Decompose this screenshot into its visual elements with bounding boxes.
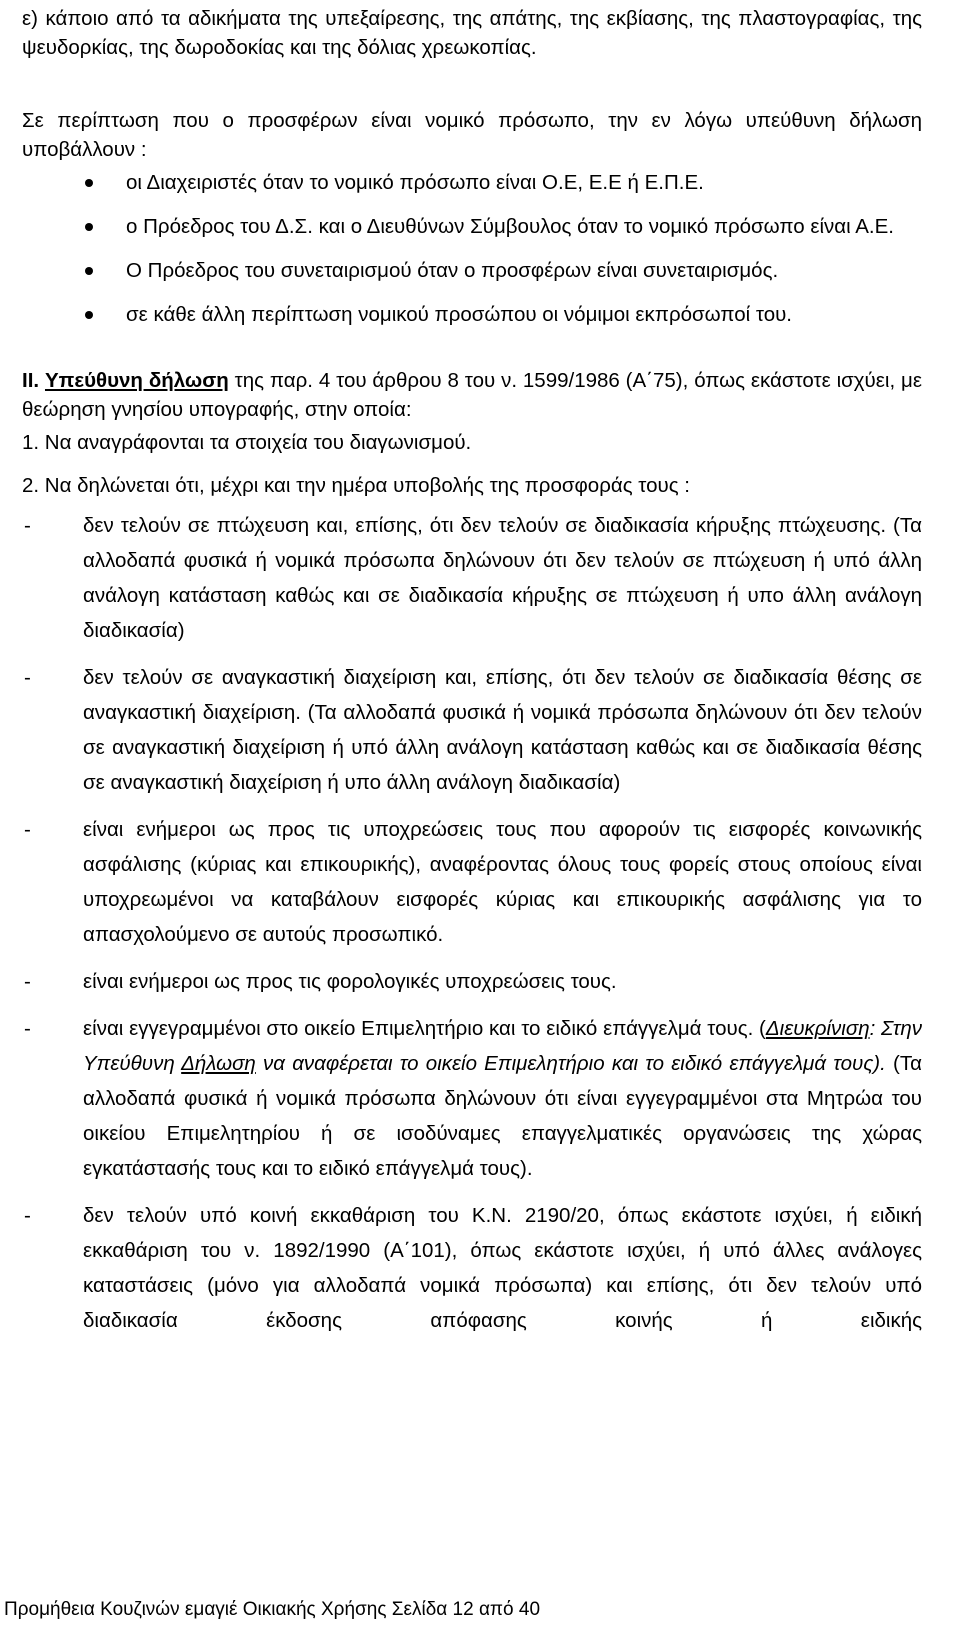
dash-marker: - (24, 818, 31, 841)
bullet-dot-icon (85, 267, 93, 275)
bullet-item (22, 300, 922, 329)
numbered-item-2: 2. Να δηλώνεται ότι, μέχρι και την ημέρα υποβολής της προσφοράς τους : (22, 474, 690, 497)
bullet-dot-icon (85, 179, 93, 187)
bullet-text: σε κάθε άλλη περίπτωση νομικού προσώπου οι νόμιμοι εκπρόσωποί του. (126, 303, 792, 326)
dash-text: δεν τελούν σε αναγκαστική διαχείριση και, επίσης, ότι δεν τελούν σε διαδικασία θέσης σε αναγκαστική διαχείριση. (Τα αλλοδαπά φυσικά ή νομικά πρόσωπα δηλώνουν ότι δεν τελούν σε αναγκαστική διαχείριση ή υπό άλλη ανάλογη κατάσταση καθώς και σε διαδικασία θέσης σε αναγκαστική διαχείριση ή υπο άλλη ανάλογη διαδικασία) (83, 666, 922, 794)
dash-item (22, 964, 922, 999)
dash-text: δεν τελούν υπό κοινή εκκαθάριση του Κ.Ν. 2190/20, όπως εκάστοτε ισχύει, ή ειδική εκκαθάριση του ν. 1892/1990 (Α΄101), όπως εκάστοτε ισχύει, ή υπό άλλες ανάλογες καταστάσεις (μόνο για αλλοδαπά νομικά πρόσωπα) και επίσης, ότι δεν τελούν υπό διαδικασία έκδοσης απόφασης κοινής ή ειδικής (83, 1204, 922, 1332)
section-heading-text: της παρ. 4 του άρθρου 8 του ν. 1599/1986 (Α΄75), όπως εκάστοτε ισχύει, με θεώρηση γνησίου υπογραφής, στην οποία: (22, 369, 922, 421)
page-footer: Προμήθεια Κουζινών εμαγιέ Οικιακής Χρήσης Σελίδα 12 από 40 (4, 1599, 541, 1620)
clarification-declaration: Δήλωση (181, 1052, 256, 1075)
dash-text: δεν τελούν σε πτώχευση και, επίσης, ότι δεν τελούν σε διαδικασία κήρυξης πτώχευσης. (Τα αλλοδαπά φυσικά ή νομικά πρόσωπα δηλώνουν ότι δεν τελούν σε πτώχευση ή υπό άλλη ανάλογη κατάσταση καθώς και σε διαδικασία κήρυξης σε πτώχευση ή υπο άλλη ανάλογη διαδικασία) (83, 514, 922, 642)
dash-text: είναι ενήμεροι ως προς τις φορολογικές υποχρεώσεις τους. (83, 970, 617, 993)
dash-item (22, 812, 922, 952)
bullet-dot-icon (85, 223, 93, 231)
dash-list-declarations (22, 508, 922, 1338)
bullet-text: Ο Πρόεδρος του συνεταιρισμού όταν ο προσφέρων είναι συνεταιρισμός. (126, 259, 779, 282)
section-number: ΙΙ. (22, 369, 40, 392)
dash-item-liquidation (22, 1198, 922, 1338)
bullet-text: ο Πρόεδρος του Δ.Σ. και ο Διευθύνων Σύμβουλος όταν το νομικό πρόσωπο είναι Α.Ε. (126, 215, 894, 238)
chamber-text-start: είναι εγγεγραμμένοι στο οικείο Επιμελητήριο και το ειδικό επάγγελμά τους. ( (83, 1017, 766, 1040)
dash-marker: - (24, 666, 31, 689)
chamber-text-rest: (Τα αλλοδαπά φυσικά ή νομικά πρόσωπα δηλώνουν ότι είναι εγγεγραμμένοι στα Μητρώα του οικείου Επιμελητηρίου ή σε ισοδύναμες επαγγελματικές οργανώσεις της χώρας εγκατάστασής τους και το ειδικό επάγγελμά τους). (83, 1052, 922, 1180)
bullet-list-signatories (22, 168, 922, 329)
paragraph-legal-person-intro: Σε περίπτωση που ο προσφέρων είναι νομικό πρόσωπο, την εν λόγω υπεύθυνη δήλωση υποβάλλουν : (22, 109, 922, 161)
bullet-item (22, 168, 922, 197)
paragraph-item-e: ε) κάποιο από τα αδικήματα της υπεξαίρεσης, της απάτης, της εκβίασης, της πλαστογραφίας, της ψευδορκίας, της δωροδοκίας και της δόλιας χρεωκοπίας. (22, 7, 922, 59)
dash-marker: - (24, 970, 31, 993)
dash-item-chamber (22, 1011, 922, 1186)
dash-marker: - (24, 1017, 31, 1040)
clarification-label: Διευκρίνιση (765, 1017, 870, 1040)
bullet-dot-icon (85, 311, 93, 319)
bullet-item (22, 256, 922, 285)
dash-item (22, 660, 922, 800)
numbered-item-1: 1. Να αναγράφονται τα στοιχεία του διαγωνισμού. (22, 431, 472, 454)
section-title: Υπεύθυνη δήλωση (44, 369, 229, 392)
dash-text: είναι ενήμεροι ως προς τις υποχρεώσεις τους που αφορούν τις εισφορές κοινωνικής ασφάλισης (κύριας και επικουρικής), αναφέροντας όλους τους φορείς στους οποίους είναι υποχρεωμένοι να καταβάλουν εισφορές κύριας και επικουρικής ασφάλισης για το απασχολούμενο σε αυτούς προσωπικό. (83, 818, 922, 946)
dash-item (22, 508, 922, 648)
dash-marker: - (24, 514, 31, 537)
dash-marker: - (24, 1204, 31, 1227)
section-heading (22, 366, 922, 424)
bullet-item (22, 212, 922, 241)
clarification-text: : Στην Υπεύθυνη (83, 1017, 922, 1075)
bullet-text: οι Διαχειριστές όταν το νομικό πρόσωπο είναι Ο.Ε, Ε.Ε ή Ε.Π.Ε. (126, 171, 704, 194)
clarification-text-end: να αναφέρεται το οικείο Επιμελητήριο και το ειδικό επάγγελμά τους). (255, 1052, 886, 1075)
